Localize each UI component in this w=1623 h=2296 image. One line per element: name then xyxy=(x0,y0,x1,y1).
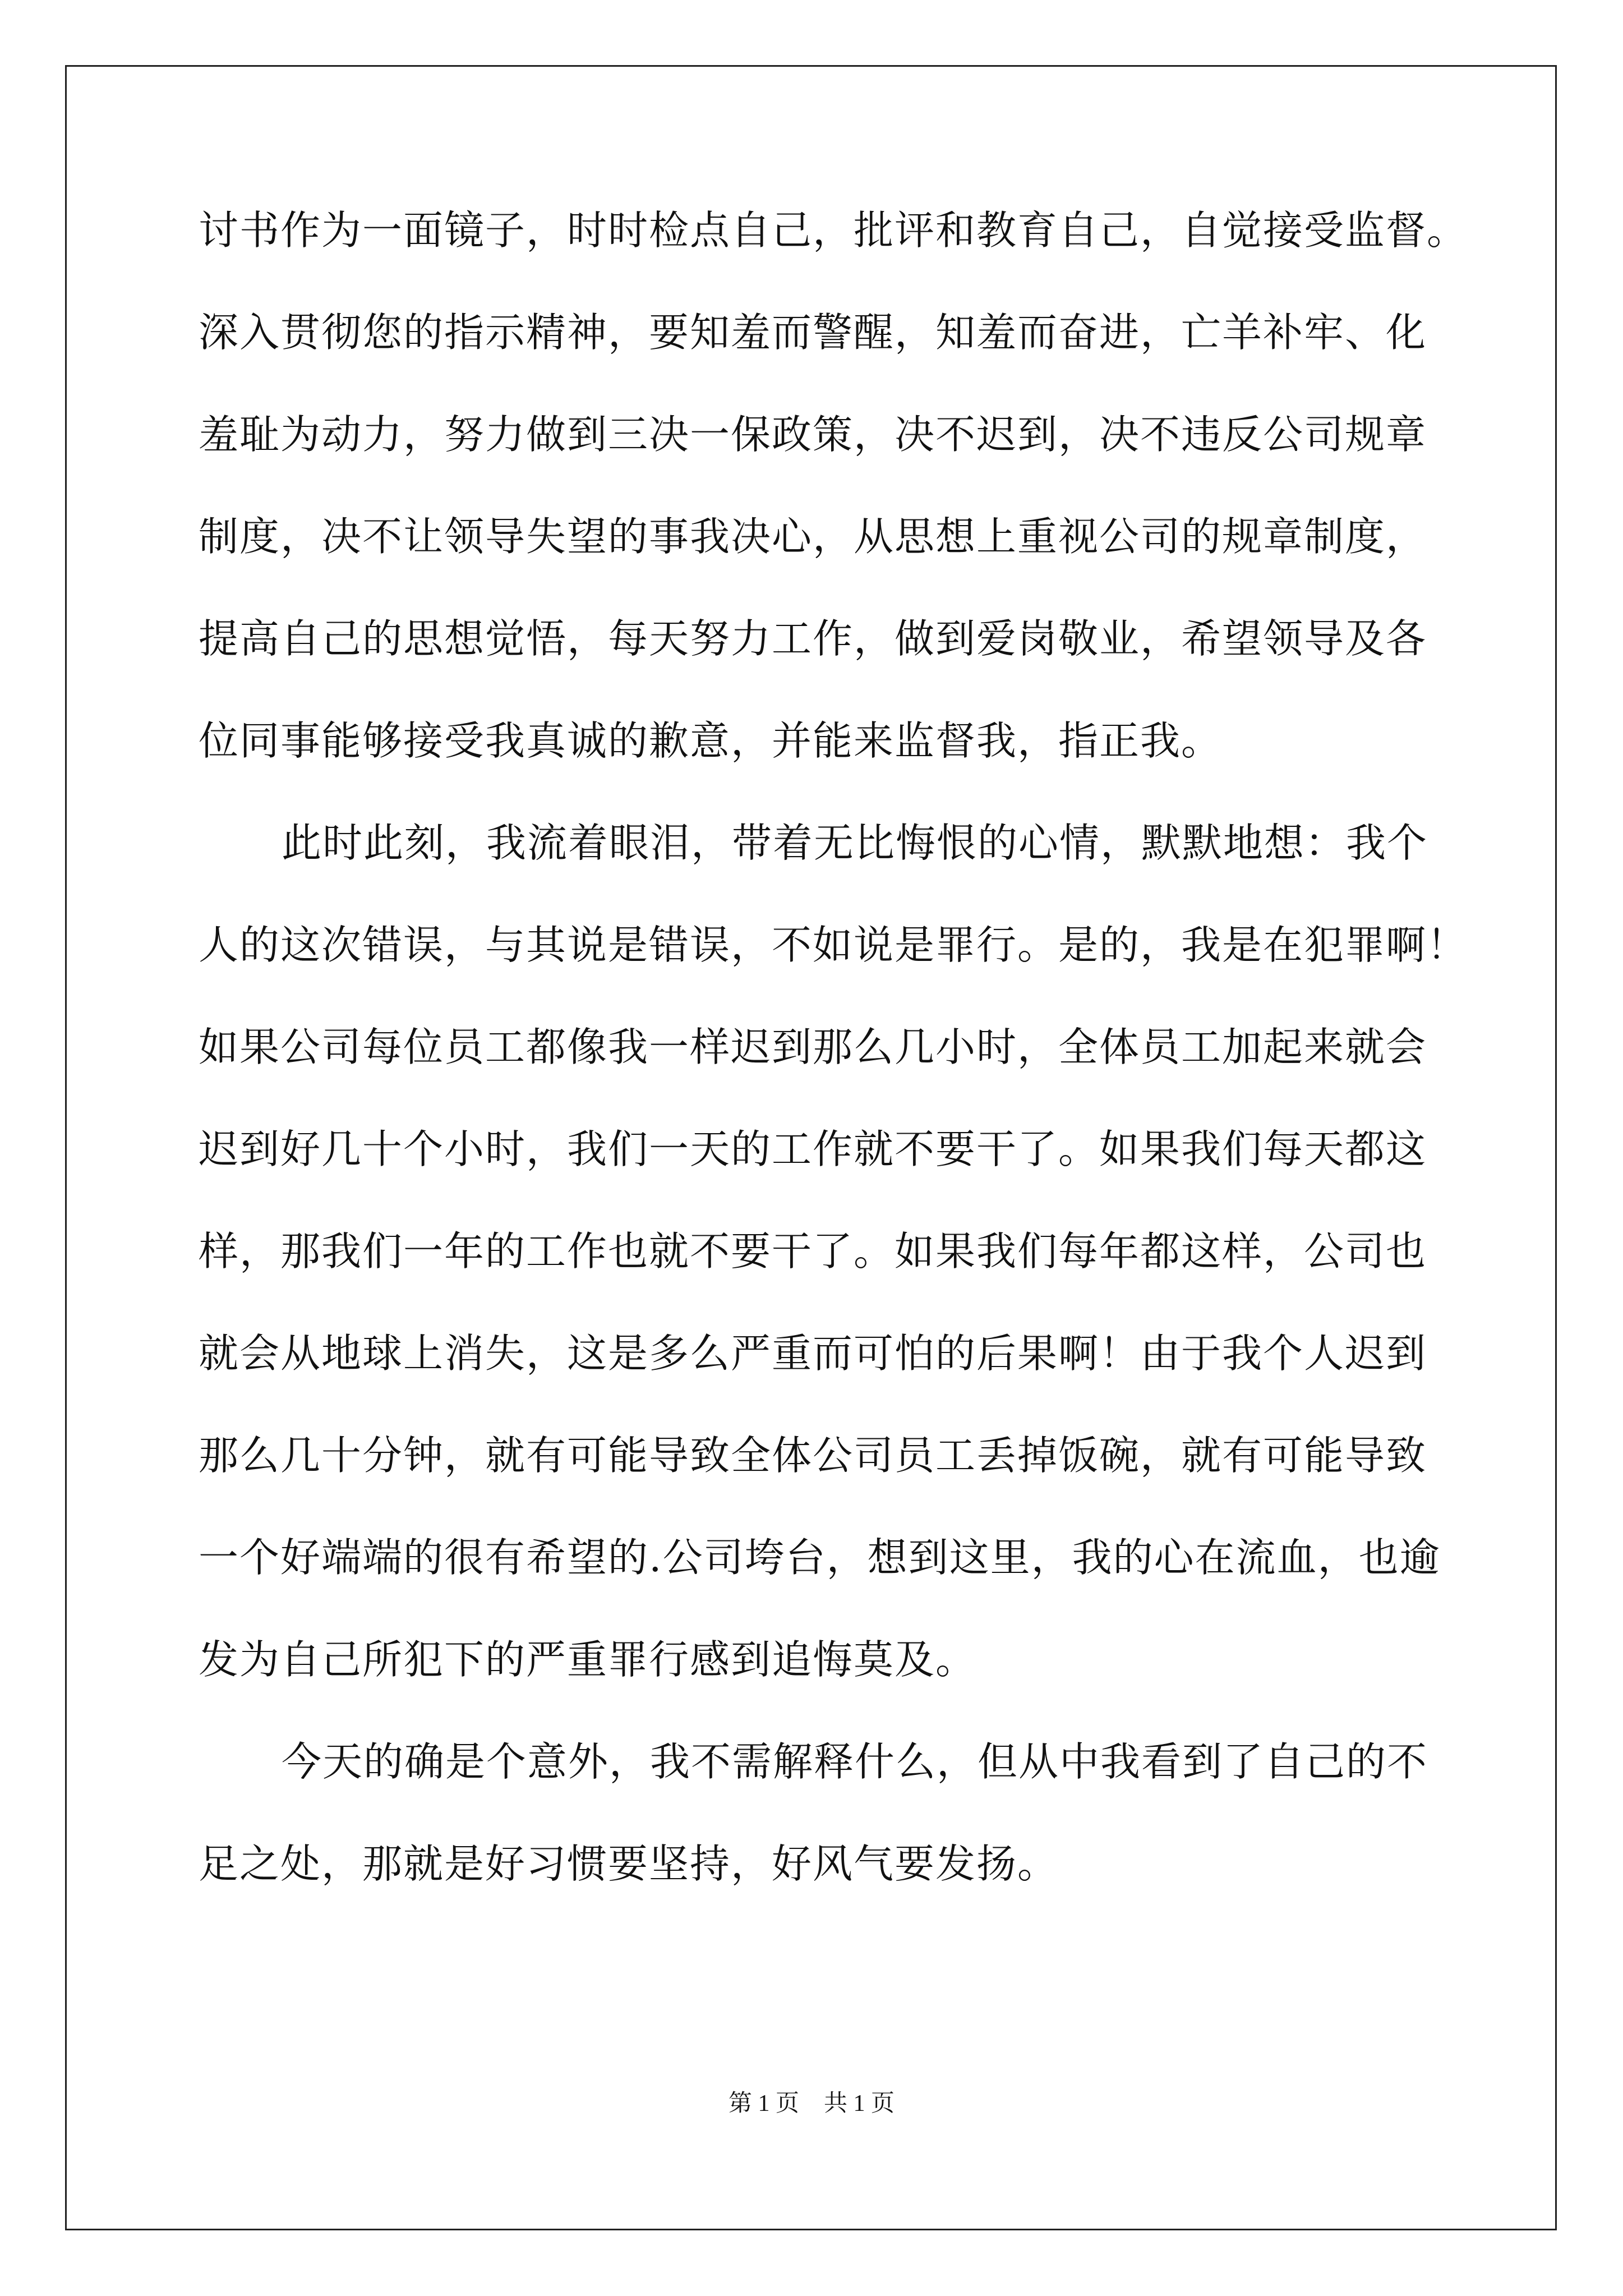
page-footer xyxy=(0,2087,1623,2120)
text-line: 就会从地球上消失，这是多么严重而可怕的后果啊！由于我个人迟到 xyxy=(199,1330,1427,1377)
paragraph-first-line: 今天的确是个意外，我不需解释什么，但从中我看到了自己的不 xyxy=(282,1738,1428,1785)
text-line: 讨书作为一面镜子，时时检点自己，批评和教育自己，自觉接受监督。 xyxy=(199,207,1468,254)
page-total: 共 1 页 xyxy=(824,2091,895,2116)
text-line: 那么几十分钟，就有可能导致全体公司员工丢掉饭碗，就有可能导致 xyxy=(199,1432,1427,1479)
document-body xyxy=(199,180,1468,1915)
text-line: 足之处，那就是好习惯要坚持，好风气要发扬。 xyxy=(199,1841,1059,1887)
text-line: 提高自己的思想觉悟，每天努力工作，做到爱岗敬业，希望领导及各 xyxy=(199,615,1427,662)
text-line: 深入贯彻您的指示精神，要知羞而警醒，知羞而奋进，亡羊补牢、化 xyxy=(199,309,1427,356)
text-line: 位同事能够接受我真诚的歉意，并能来监督我，指正我。 xyxy=(199,717,1223,764)
text-line: 迟到好几十个小时，我们一天的工作就不要干了。如果我们每天都这 xyxy=(199,1126,1427,1172)
paragraph-first-line: 此时此刻，我流着眼泪，带着无比悔恨的心情，默默地想：我个 xyxy=(282,820,1428,866)
text-line: 人的这次错误，与其说是错误，不如说是罪行。是的，我是在犯罪啊！ xyxy=(199,922,1468,968)
text-line: 如果公司每位员工都像我一样迟到那么几小时，全体员工加起来就会 xyxy=(199,1024,1427,1070)
text-line: 样，那我们一年的工作也就不要干了。如果我们每年都这样，公司也 xyxy=(199,1228,1427,1274)
text-line: 发为自己所犯下的严重罪行感到追悔莫及。 xyxy=(199,1636,977,1683)
text-line: 羞耻为动力，努力做到三决一保政策，决不迟到，决不违反公司规章 xyxy=(199,411,1427,458)
page-number: 第 1 页 xyxy=(728,2091,799,2116)
text-line: 一个好端端的很有希望的.公司垮台，想到这里，我的心在流血，也逾 xyxy=(199,1534,1441,1581)
text-line: 制度，决不让领导失望的事我决心，从思想上重视公司的规章制度， xyxy=(199,513,1427,560)
